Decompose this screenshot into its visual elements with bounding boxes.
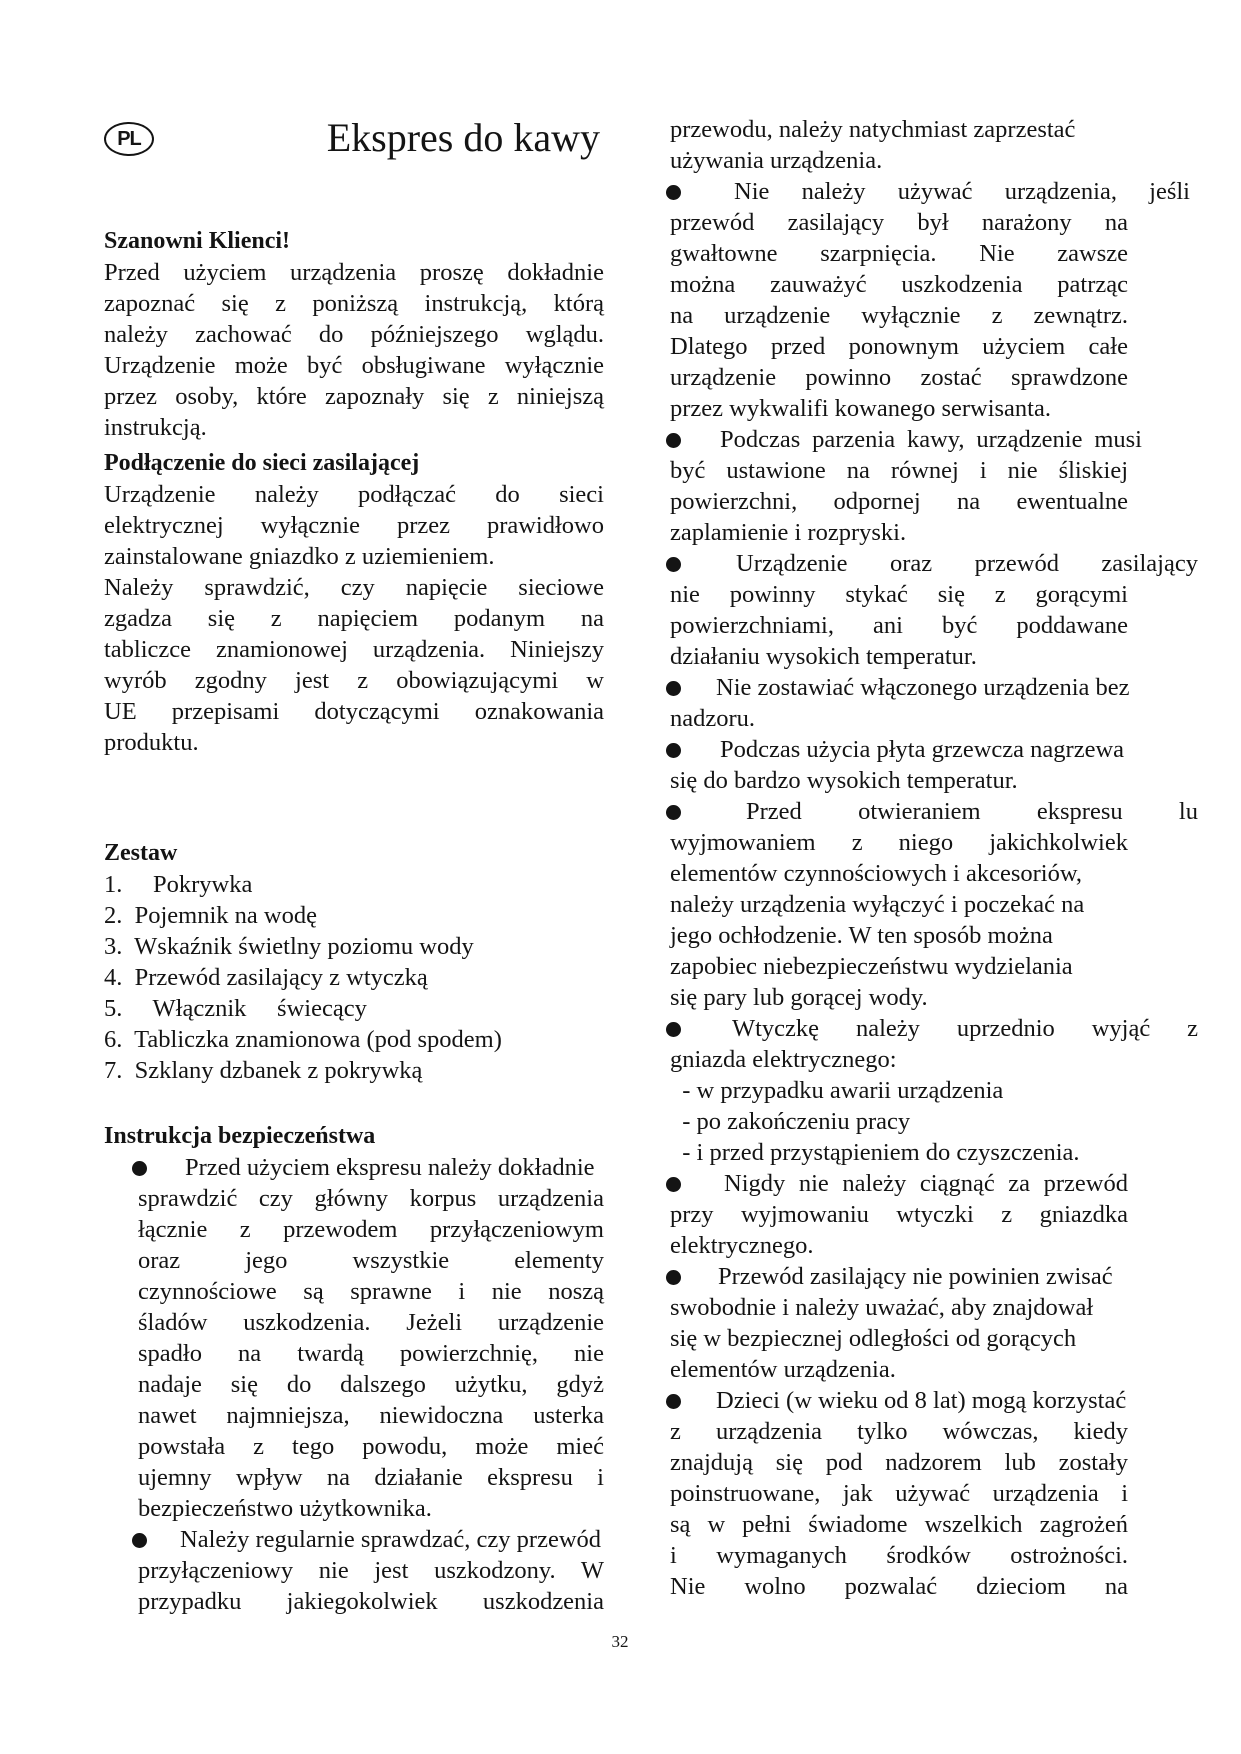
kit-heading: Zestaw bbox=[104, 840, 178, 866]
text-line: Nigdy nie należy ciągnąć za przewód bbox=[724, 1170, 1128, 1198]
text-line: urządzenie powinno zostać sprawdzone bbox=[670, 364, 1128, 392]
text-line: - w przypadku awarii urządzenia bbox=[670, 1077, 1004, 1105]
text-line: być ustawione na równej i nie śliskiej bbox=[670, 457, 1128, 485]
safety-bullet bbox=[670, 1168, 1190, 1261]
text-line: elementów czynnościowych i akcesoriów, bbox=[670, 860, 1083, 888]
text-line: tabliczce znamionowej urządzenia. Niniejszy bbox=[104, 636, 604, 663]
text-line: nawet najmniejsza, niewidoczna usterka bbox=[138, 1402, 604, 1429]
power-heading: Podłączenie do sieci zasilającej bbox=[104, 450, 420, 476]
text-line: łącznie z przewodem przyłączeniowym bbox=[138, 1216, 604, 1243]
text-line: należy zachować do późniejszego wglądu. bbox=[104, 321, 604, 348]
safety-bullet bbox=[670, 1385, 1190, 1602]
text-line: używania urządzenia. bbox=[670, 147, 883, 175]
text-line: się pary lub gorącej wody. bbox=[670, 984, 928, 1012]
text-line: Należy regularnie sprawdzać, czy przewód bbox=[180, 1526, 602, 1553]
power-section bbox=[104, 448, 604, 758]
text-line: poinstruowane, jak używać urządzenia i bbox=[670, 1480, 1128, 1508]
text-line: z urządzenia tylko wówczas, kiedy bbox=[670, 1418, 1128, 1446]
intro-section bbox=[104, 226, 604, 443]
safety-section bbox=[104, 1121, 604, 1617]
text-line: nie powinny stykać się z gorącymi bbox=[670, 581, 1128, 609]
safety-bullet bbox=[670, 548, 1198, 672]
text-line: elementów urządzenia. bbox=[670, 1356, 896, 1384]
kit-item: 3. Wskaźnik świetlny poziomu wody bbox=[104, 933, 474, 960]
text-line: Przewód zasilający nie powinien zwisać bbox=[718, 1263, 1113, 1291]
text-line: Nie wolno pozwalać dzieciom na bbox=[670, 1573, 1128, 1601]
text-line: Przed użyciem ekspresu należy dokładnie bbox=[185, 1154, 595, 1181]
text-line: Urządzenie oraz przewód zasilający bbox=[736, 550, 1198, 578]
text-line: jego ochłodzenie. W ten sposób można bbox=[670, 922, 1053, 950]
text-line: powierzchniami, ani być poddawane bbox=[670, 612, 1128, 640]
text-line: wyrób zgodny jest z obowiązującymi w bbox=[104, 667, 604, 694]
text-line: należy urządzenia wyłączyć i poczekać na bbox=[670, 891, 1085, 919]
text-line: zapobiec niebezpieczeństwu wydzielania bbox=[670, 953, 1073, 981]
text-line: są w pełni świadome wszelkich zagrożeń bbox=[670, 1511, 1128, 1539]
intro-text bbox=[104, 257, 604, 443]
intro-heading: Szanowni Klienci! bbox=[104, 228, 291, 254]
text-line: UE przepisami dotyczącymi oznakowania bbox=[104, 698, 604, 725]
language-badge: PL bbox=[104, 122, 154, 156]
text-line: gwałtowne szarpnięcia. Nie zawsze bbox=[670, 240, 1128, 268]
text-line: - po zakończeniu pracy bbox=[670, 1108, 911, 1136]
text-line: powstała z tego powodu, może mieć bbox=[138, 1433, 604, 1460]
text-line: powierzchni, odpornej na ewentualne bbox=[670, 488, 1128, 516]
safety-bullet bbox=[670, 176, 1190, 424]
text-line: instrukcją. bbox=[104, 414, 207, 441]
safety-bullet bbox=[670, 1261, 1190, 1385]
text-line: Przed użyciem urządzenia proszę dokładnie bbox=[104, 259, 604, 286]
text-line: zainstalowane gniazdko z uziemieniem. bbox=[104, 543, 495, 570]
text-line: Dzieci (w wieku od 8 lat) mogą korzystać bbox=[716, 1387, 1127, 1415]
text-line: elektrycznej wyłącznie przez prawidłowo bbox=[104, 512, 604, 539]
text-line: swobodnie i należy uważać, aby znajdował bbox=[670, 1294, 1094, 1322]
safety-bullets-left bbox=[104, 1152, 604, 1617]
text-line: śladów uszkodzenia. Jeżeli urządzenie bbox=[138, 1309, 604, 1336]
text-line: wyjmowaniem z niego jakichkolwiek bbox=[670, 829, 1128, 857]
bullet-dot-icon bbox=[132, 1161, 147, 1176]
text-line: się w bezpiecznej odległości od gorących bbox=[670, 1325, 1077, 1353]
safety-bullet bbox=[670, 1013, 1198, 1168]
power-text bbox=[104, 479, 604, 758]
page-title: Ekspres do kawy bbox=[326, 115, 600, 160]
kit-item: 5. Włącznik świecący bbox=[104, 995, 367, 1022]
safety-bullet bbox=[670, 672, 1190, 734]
safety-bullet bbox=[670, 424, 1190, 548]
safety-heading: Instrukcja bezpieczeństwa bbox=[104, 1123, 376, 1149]
text-line: bezpieczeństwo użytkownika. bbox=[138, 1495, 432, 1522]
text-line: przyłączeniowy nie jest uszkodzony. W bbox=[138, 1557, 604, 1584]
text-line: nadzoru. bbox=[670, 705, 756, 733]
text-line: na urządzenie wyłącznie z zewnątrz. bbox=[670, 302, 1128, 330]
text-line: - i przed przystąpieniem do czyszczenia. bbox=[670, 1139, 1080, 1167]
text-line: przewód zasilający był narażony na bbox=[670, 209, 1128, 237]
text-line: ujemny wpływ na działanie ekspresu i bbox=[138, 1464, 604, 1491]
text-line: się do bardzo wysokich temperatur. bbox=[670, 767, 1018, 795]
text-line: Podczas użycia płyta grzewcza nagrzewa bbox=[720, 736, 1125, 764]
text-line: przewodu, należy natychmiast zaprzestać bbox=[670, 116, 1076, 143]
text-line: sprawdzić czy główny korpus urządzenia bbox=[138, 1185, 604, 1212]
text-line: nadaje się do dalszego użytku, gdyż bbox=[138, 1371, 604, 1398]
text-line: znajdują się pod nadzorem lub zostały bbox=[670, 1449, 1128, 1477]
text-line: Urządzenie może być obsługiwane wyłącznie bbox=[104, 352, 604, 379]
safety-bullet bbox=[104, 1152, 604, 1524]
text-line: przy wyjmowaniu wtyczki z gniazdka bbox=[670, 1201, 1128, 1229]
text-line: produktu. bbox=[104, 729, 199, 756]
text-line: Nie należy używać urządzenia, jeśli bbox=[734, 178, 1190, 206]
safety-bullet bbox=[670, 796, 1198, 1013]
text-line: przypadku jakiegokolwiek uszkodzenia bbox=[138, 1588, 604, 1615]
text-line: elektrycznego. bbox=[670, 1232, 814, 1260]
text-line: przez osoby, które zapoznały się z niniejszą bbox=[104, 383, 604, 410]
kit-item: 1. Pokrywka bbox=[104, 871, 253, 898]
text-line: przez wykwalifi kowanego serwisanta. bbox=[670, 395, 1051, 423]
text-line: Podczas parzenia kawy, urządzenie musi bbox=[720, 426, 1142, 454]
kit-item: 6. Tabliczka znamionowa (pod spodem) bbox=[104, 1026, 502, 1053]
kit-item: 2. Pojemnik na wodę bbox=[104, 902, 317, 929]
bullet-dot-icon bbox=[132, 1533, 147, 1548]
text-line: można zauważyć uszkodzenia patrząc bbox=[670, 271, 1128, 299]
safety-bullet bbox=[670, 734, 1190, 796]
safety-bullet bbox=[104, 1524, 604, 1617]
right-column bbox=[670, 114, 1198, 1602]
text-line: Wtyczkę należy uprzednio wyjąć z bbox=[732, 1015, 1198, 1043]
page-number: 32 bbox=[611, 1632, 629, 1651]
text-line: zaplamienie i rozpryski. bbox=[670, 519, 907, 547]
text-line: gniazda elektrycznego: bbox=[670, 1046, 897, 1074]
kit-item: 4. Przewód zasilający z wtyczką bbox=[104, 964, 428, 991]
text-line: Przed otwieraniem ekspresu lu bbox=[746, 798, 1198, 826]
text-line: czynnościowe są sprawne i nie noszą bbox=[138, 1278, 604, 1305]
text-line: zgadza się z napięciem podanym na bbox=[104, 605, 604, 632]
text-line: spadło na twardą powierzchnię, nie bbox=[138, 1340, 604, 1367]
text-line: oraz jego wszystkie elementy bbox=[138, 1247, 604, 1274]
kit-list bbox=[104, 869, 604, 1086]
text-line: Należy sprawdzić, czy napięcie sieciowe bbox=[104, 574, 604, 601]
text-line: Urządzenie należy podłączać do sieci bbox=[104, 481, 604, 508]
kit-section bbox=[104, 838, 604, 1086]
text-line: i wymaganych środków ostrożności. bbox=[670, 1542, 1128, 1570]
text-line: zapoznać się z poniższą instrukcją, którą bbox=[104, 290, 604, 317]
text-line: działaniu wysokich temperatur. bbox=[670, 643, 977, 671]
text-line: Nie zostawiać włączonego urządzenia bez bbox=[716, 674, 1130, 702]
text-line: Dlatego przed ponownym użyciem całe bbox=[670, 333, 1128, 361]
kit-item: 7. Szklany dzbanek z pokrywką bbox=[104, 1057, 423, 1084]
